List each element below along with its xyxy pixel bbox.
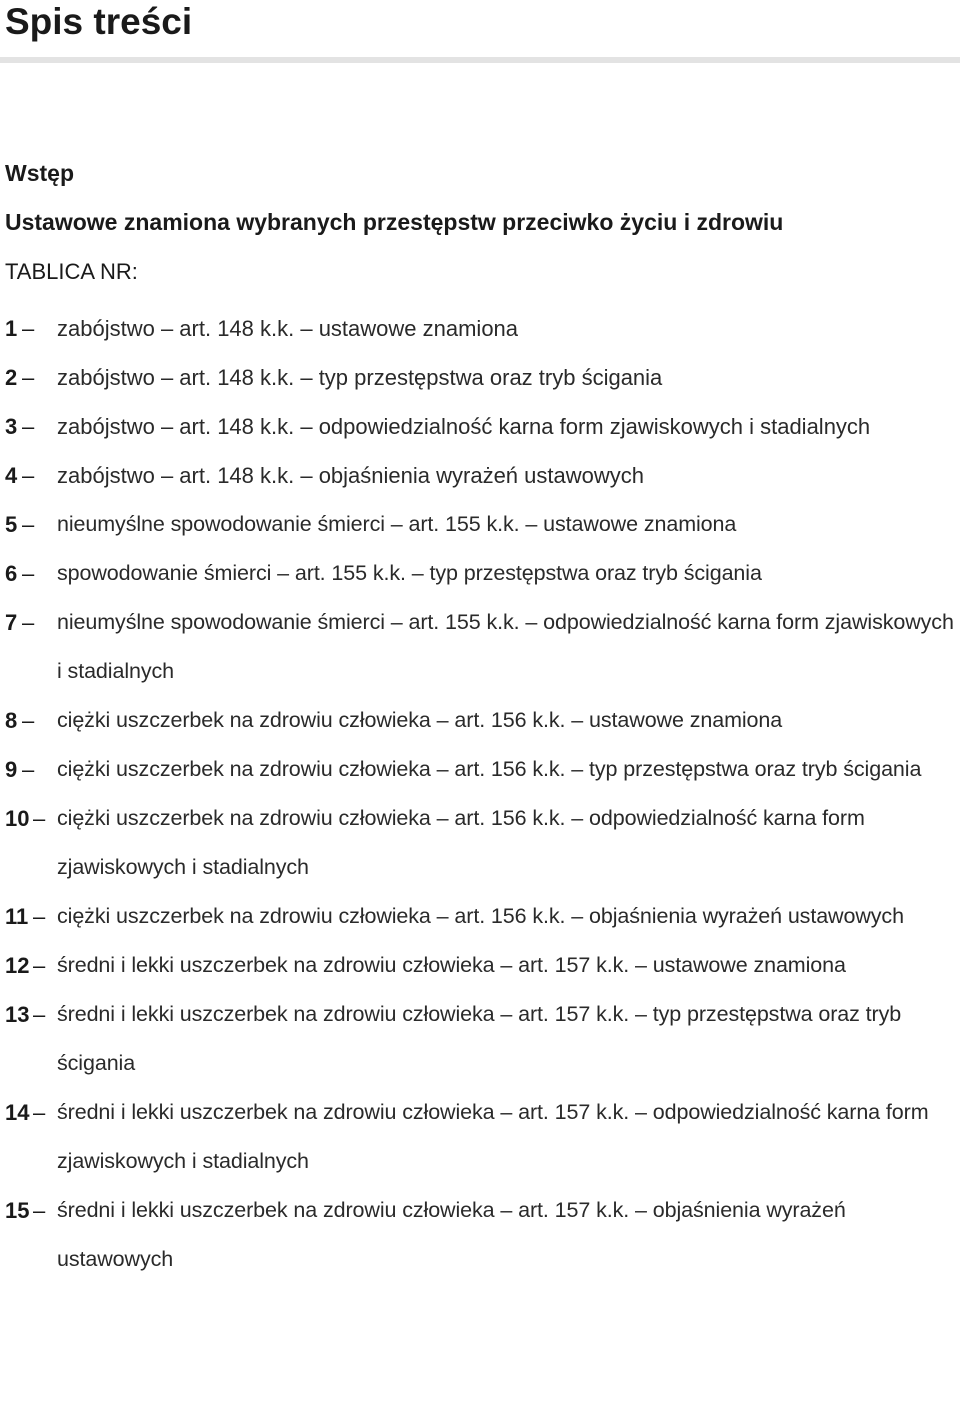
toc-item-number: 2 — [5, 365, 18, 390]
toc-item-number: 1 — [5, 316, 18, 341]
toc-item-dash: – — [33, 953, 46, 978]
toc-item-number: 15 — [5, 1198, 30, 1223]
toc-item-dash: – — [22, 757, 35, 782]
toc-item-11[interactable] — [0, 892, 960, 941]
toc-item-number: 7 — [5, 610, 18, 635]
toc-item-dash: – — [22, 708, 35, 733]
toc-item-dash: – — [22, 365, 35, 390]
toc-item-7[interactable] — [0, 598, 960, 696]
toc-item-number: 10 — [5, 806, 30, 831]
table-label: TABLICA NR: — [5, 259, 138, 284]
toc-item-dash: – — [22, 512, 35, 537]
toc-item-9[interactable] — [0, 745, 960, 794]
toc-item-text: średni i lekki uszczerbek na zdrowiu człowieka – art. 157 k.k. – objaśnienia wyrażeń ustawowych — [57, 1198, 846, 1271]
toc-entry-intro[interactable]: Wstęp — [5, 160, 74, 186]
toc-item-dash: – — [33, 1002, 46, 1027]
toc-item-dash: – — [22, 610, 35, 635]
toc-item-number: 14 — [5, 1100, 30, 1125]
toc-item-dash: – — [22, 561, 35, 586]
toc-item-text: spowodowanie śmierci – art. 155 k.k. – typ przestępstwa oraz tryb ścigania — [57, 561, 762, 585]
toc-item-1[interactable] — [0, 304, 960, 353]
toc-item-number: 3 — [5, 414, 18, 439]
toc-item-dash: – — [33, 1100, 46, 1125]
toc-item-text: zabójstwo – art. 148 k.k. – ustawowe znamiona — [57, 316, 519, 341]
toc-item-number: 4 — [5, 463, 18, 488]
toc-item-text: zabójstwo – art. 148 k.k. – odpowiedzialność karna form zjawiskowych i stadialnych — [57, 414, 871, 439]
toc-item-15[interactable] — [0, 1186, 960, 1284]
toc-item-text: ciężki uszczerbek na zdrowiu człowieka – art. 156 k.k. – ustawowe znamiona — [57, 708, 783, 732]
toc-item-text: średni i lekki uszczerbek na zdrowiu człowieka – art. 157 k.k. – typ przestępstwa oraz tryb ścigania — [57, 1002, 902, 1075]
toc-item-dash: – — [33, 806, 46, 831]
toc-item-number: 9 — [5, 757, 18, 782]
toc-item-dash: – — [22, 316, 35, 341]
toc-item-number: 11 — [5, 904, 29, 929]
toc-item-dash: – — [22, 463, 35, 488]
toc-item-5[interactable] — [0, 500, 960, 549]
toc-item-number: 8 — [5, 708, 18, 733]
toc-item-text: ciężki uszczerbek na zdrowiu człowieka – art. 156 k.k. – objaśnienia wyrażeń ustawowych — [57, 904, 904, 928]
toc-item-6[interactable] — [0, 549, 960, 598]
toc-item-dash: – — [33, 1198, 46, 1223]
toc-item-text: nieumyślne spowodowanie śmierci – art. 155 k.k. – odpowiedzialność karna form zjawiskowych i stadialnych — [57, 610, 954, 683]
page-title: Spis treści — [5, 1, 193, 42]
toc-item-number: 12 — [5, 953, 30, 978]
toc-item-10[interactable] — [0, 794, 960, 892]
toc-item-13[interactable] — [0, 990, 960, 1088]
toc-item-text: zabójstwo – art. 148 k.k. – typ przestępstwa oraz tryb ścigania — [57, 365, 663, 390]
toc-item-number: 13 — [5, 1002, 30, 1027]
toc-item-2[interactable] — [0, 353, 960, 402]
toc-item-number: 5 — [5, 512, 18, 537]
toc-list — [0, 304, 960, 1284]
toc-item-8[interactable] — [0, 696, 960, 745]
toc-item-text: średni i lekki uszczerbek na zdrowiu człowieka – art. 157 k.k. – ustawowe znamiona — [57, 953, 846, 977]
toc-item-3[interactable] — [0, 402, 960, 451]
toc-item-text: nieumyślne spowodowanie śmierci – art. 155 k.k. – ustawowe znamiona — [57, 512, 737, 536]
toc-item-dash: – — [33, 904, 46, 929]
toc-item-text: ciężki uszczerbek na zdrowiu człowieka – art. 156 k.k. – typ przestępstwa oraz tryb ścigania — [57, 757, 922, 781]
toc-section-heading[interactable]: Ustawowe znamiona wybranych przestępstw przeciwko życiu i zdrowiu — [5, 209, 784, 235]
toc-item-number: 6 — [5, 561, 18, 586]
toc-item-12[interactable] — [0, 941, 960, 990]
toc-item-dash: – — [22, 414, 35, 439]
toc-item-text: średni i lekki uszczerbek na zdrowiu człowieka – art. 157 k.k. – odpowiedzialność karna form zjawiskowych i stadialnych — [57, 1100, 929, 1173]
toc-item-text: ciężki uszczerbek na zdrowiu człowieka – art. 156 k.k. – odpowiedzialność karna form zjawiskowych i stadialnych — [57, 806, 865, 879]
toc-item-4[interactable] — [0, 451, 960, 500]
toc-item-14[interactable] — [0, 1088, 960, 1186]
toc-item-text: zabójstwo – art. 148 k.k. – objaśnienia wyrażeń ustawowych — [57, 463, 644, 488]
title-divider — [0, 57, 960, 63]
